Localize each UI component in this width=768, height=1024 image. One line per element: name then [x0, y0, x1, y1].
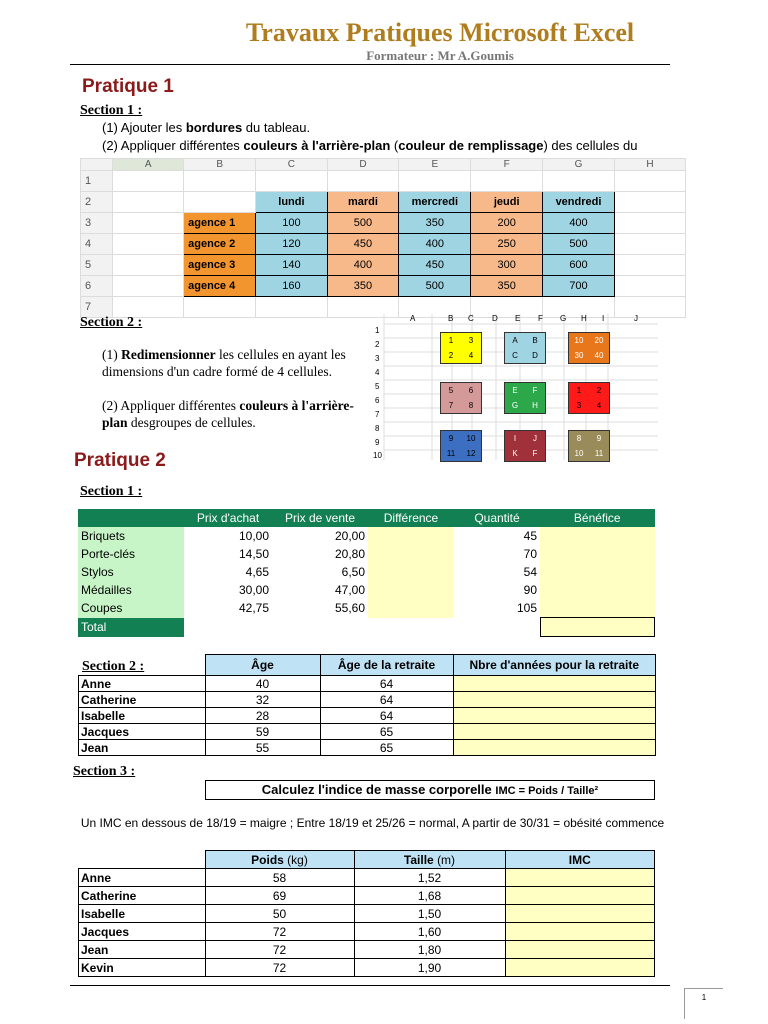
cell: 1,52	[354, 869, 505, 887]
cell: 20,00	[334, 529, 365, 543]
header-bold: Poids	[251, 852, 284, 867]
cell: 28	[205, 708, 320, 724]
group-cell-value: 11	[594, 449, 604, 458]
value-cell: 250	[471, 234, 542, 255]
cell: 20,80	[334, 547, 365, 561]
group-cell-value: F	[532, 449, 538, 458]
col-header: C	[468, 314, 474, 323]
p2-section-1-label: Section 1 :	[80, 484, 143, 499]
col-header: A	[410, 314, 416, 323]
col-header: J	[634, 314, 638, 323]
row-header: 5	[375, 382, 380, 391]
col-header: I	[602, 314, 605, 323]
cell	[453, 676, 656, 692]
person-name: Anne	[79, 869, 206, 887]
group-cell-value: H	[532, 401, 538, 410]
col-header: C	[256, 159, 328, 171]
group-cell-value: 2	[596, 386, 602, 395]
footer-rule	[70, 985, 670, 986]
p1-section-1-label: Section 1 :	[80, 103, 143, 118]
table-row	[79, 708, 656, 724]
item-text: desgroupes de cellules.	[127, 415, 256, 430]
group-cell-value: 8	[576, 434, 582, 443]
header-unit: (kg)	[287, 852, 308, 867]
cell	[453, 740, 656, 756]
cell	[505, 905, 655, 923]
row-header: 4	[81, 234, 113, 255]
cell	[540, 527, 655, 545]
person-name: Jacques	[79, 724, 206, 740]
col-header: Âge de la retraite	[320, 655, 453, 676]
item-text: Ajouter les	[120, 120, 186, 135]
product-name: Briquets	[78, 527, 184, 545]
p2-section-2-label: Section 2 :	[82, 659, 145, 674]
table-row	[78, 545, 655, 563]
col-header: Prix de vente	[272, 509, 368, 527]
cell: 64	[320, 676, 453, 692]
p1-s2-item-2	[102, 397, 364, 431]
col-header: F	[538, 314, 543, 323]
cell: 69	[205, 887, 354, 905]
cell	[368, 545, 454, 563]
cell: 32	[205, 692, 320, 708]
col-header: H	[615, 159, 686, 171]
cell	[540, 563, 655, 581]
p1-s1-item-2	[102, 138, 682, 153]
group-cell-value: 10	[574, 336, 584, 345]
row-header: 3	[375, 354, 380, 363]
imc-formula: IMC = Poids / Taille²	[495, 785, 599, 797]
value-cell: 450	[327, 234, 399, 255]
cell: 1,50	[354, 905, 505, 923]
day-header: lundi	[256, 192, 328, 213]
page-number: 1	[684, 988, 723, 1019]
imc-formula-box	[205, 780, 655, 800]
group-cell-value: B	[532, 336, 538, 345]
product-name: Médailles	[78, 581, 184, 599]
value-cell: 300	[471, 255, 542, 276]
color-group-box	[440, 430, 482, 462]
group-cell-value: 3	[468, 336, 474, 345]
item-number: (1)	[102, 347, 118, 362]
group-cell-value: 1	[448, 336, 454, 345]
row-header: 6	[375, 396, 380, 405]
excel-grid-agences	[80, 158, 686, 318]
cell	[540, 599, 655, 618]
cell	[453, 692, 656, 708]
day-header: jeudi	[471, 192, 542, 213]
cell: 55,60	[334, 601, 365, 616]
row-header: 2	[81, 192, 113, 213]
cell: 1,68	[354, 887, 505, 905]
color-group-box	[504, 430, 546, 462]
col-header-taille	[354, 851, 505, 869]
cell	[368, 599, 454, 618]
excel-grid-colored-groups	[372, 314, 658, 460]
cell	[540, 581, 655, 599]
group-cell-value: J	[533, 434, 537, 443]
item-text: (	[390, 138, 399, 153]
header-unit: (m)	[437, 852, 456, 867]
cell: 65	[320, 740, 453, 756]
col-header: B	[448, 314, 454, 323]
table-row	[79, 905, 655, 923]
value-cell: 700	[542, 276, 614, 297]
day-header: vendredi	[542, 192, 614, 213]
cell: 30,00	[238, 583, 269, 597]
cell: 6,50	[341, 565, 365, 579]
cell: 55	[205, 740, 320, 756]
agency-label: agence 4	[184, 276, 256, 297]
table-row	[79, 887, 655, 905]
col-header: Prix d'achat	[184, 509, 272, 527]
item-number: (2)	[102, 398, 118, 413]
row-header: 10	[373, 451, 382, 460]
cell: 42,75	[238, 601, 269, 616]
row-header: 7	[81, 297, 113, 318]
group-cell-value: 9	[596, 434, 602, 443]
pratique-2-title: Pratique 2	[74, 450, 166, 471]
col-header: Différence	[368, 509, 454, 527]
item-text: ) des cellules du	[543, 138, 638, 153]
table-row	[78, 527, 655, 545]
table-row	[79, 869, 655, 887]
cell: 90	[523, 583, 537, 597]
col-header: Bénéfice	[540, 509, 655, 527]
row-header: 6	[81, 276, 113, 297]
col-header: IMC	[505, 851, 655, 869]
value-cell: 140	[256, 255, 328, 276]
p1-s2-item-1	[102, 346, 360, 380]
cell: 54	[523, 565, 537, 579]
person-name: Jean	[79, 941, 206, 959]
agency-label: agence 3	[184, 255, 256, 276]
day-header: mardi	[327, 192, 399, 213]
value-cell: 350	[399, 213, 471, 234]
cell: 72	[205, 959, 354, 977]
group-cell-value: A	[512, 336, 518, 345]
group-cell-value: 20	[594, 336, 604, 345]
cell: 45	[523, 529, 537, 543]
group-cell-value: D	[532, 351, 538, 360]
product-name: Porte-clés	[78, 545, 184, 563]
cell: 50	[205, 905, 354, 923]
product-name: Stylos	[78, 563, 184, 581]
value-cell: 500	[399, 276, 471, 297]
table-row	[79, 941, 655, 959]
color-group-box	[568, 332, 610, 364]
color-group-box	[568, 382, 610, 414]
col-header: D	[492, 314, 498, 323]
value-cell: 400	[399, 234, 471, 255]
p1-s1-item-1	[102, 120, 310, 135]
cell	[453, 724, 656, 740]
item-text: Appliquer différentes	[120, 398, 240, 413]
person-name: Isabelle	[79, 708, 206, 724]
value-cell: 120	[256, 234, 328, 255]
group-cell-value: G	[511, 401, 519, 410]
cell: 59	[205, 724, 320, 740]
group-cell-value: 1	[576, 386, 582, 395]
col-header: B	[184, 159, 256, 171]
row-header: 5	[81, 255, 113, 276]
group-cell-value: C	[512, 351, 518, 360]
cell: 70	[523, 547, 537, 561]
value-cell: 500	[327, 213, 399, 234]
cell	[505, 959, 655, 977]
trainer-line: Formateur : Mr A.Goumis	[366, 48, 514, 63]
products-table	[78, 509, 655, 637]
item-text: les cellules en ayant les dimensions d'un cadre formé de 4 cellules.	[102, 347, 346, 379]
col-header: G	[560, 314, 567, 323]
col-header: Quantité	[454, 509, 540, 527]
color-group-box	[440, 332, 482, 364]
value-cell: 450	[399, 255, 471, 276]
row-header: 1	[375, 326, 380, 335]
cell: 4,65	[245, 565, 269, 579]
group-cell-value: 10	[466, 434, 476, 443]
value-cell: 160	[256, 276, 328, 297]
color-group-box	[440, 382, 482, 414]
item-bold: Redimensionner	[121, 347, 216, 362]
table-row	[78, 581, 655, 599]
col-header: G	[542, 159, 614, 171]
total-label: Total	[78, 618, 184, 637]
agency-label: agence 2	[184, 234, 256, 255]
col-header: Nbre d'années pour la retraite	[453, 655, 656, 676]
cell: 1,90	[354, 959, 505, 977]
group-cell-value: 7	[448, 401, 454, 410]
cell	[540, 545, 655, 563]
imc-note: Un IMC en dessous de 18/19 = maigre ; Entre 18/19 et 25/26 = normal, A partir de 30/31 = obésité commence	[80, 816, 665, 830]
value-cell: 200	[471, 213, 542, 234]
row-header: 9	[375, 438, 380, 447]
person-name: Catherine	[79, 692, 206, 708]
item-number: (1)	[102, 120, 118, 135]
item-text: Appliquer différentes	[120, 138, 244, 153]
col-header	[78, 509, 184, 527]
cell: 72	[205, 941, 354, 959]
row-header: 4	[375, 368, 380, 377]
group-cell-value: F	[532, 386, 538, 395]
color-group-box	[504, 382, 546, 414]
person-name: Kevin	[79, 959, 206, 977]
item-bold: bordures	[185, 120, 243, 135]
cell	[505, 869, 655, 887]
table-row	[79, 923, 655, 941]
cell	[453, 708, 656, 724]
color-group-box	[568, 430, 610, 462]
col-header-poids	[205, 851, 354, 869]
cell: 65	[320, 724, 453, 740]
value-cell: 100	[256, 213, 328, 234]
group-cell-value: E	[512, 386, 518, 395]
agency-label: agence 1	[184, 213, 256, 234]
table-row	[79, 692, 656, 708]
p1-section-2-label: Section 2 :	[80, 315, 143, 330]
row-header: 1	[81, 171, 113, 192]
cell: 40	[205, 676, 320, 692]
cell	[368, 527, 454, 545]
header-rule	[70, 64, 670, 65]
col-header: E	[515, 314, 521, 323]
person-name: Jacques	[79, 923, 206, 941]
item-number: (2)	[102, 138, 118, 153]
group-cell-value: 2	[448, 351, 454, 360]
table-row	[78, 599, 655, 618]
cell: 47,00	[334, 583, 365, 597]
color-group-box	[504, 332, 546, 364]
item-bold: couleurs à l'arrière-plan	[243, 138, 391, 153]
cell	[505, 887, 655, 905]
col-header: H	[581, 314, 587, 323]
person-name: Jean	[79, 740, 206, 756]
group-cell-value: 9	[448, 434, 454, 443]
value-cell: 350	[471, 276, 542, 297]
day-header: mercredi	[399, 192, 471, 213]
retirement-table	[78, 654, 656, 756]
product-name: Coupes	[78, 599, 184, 618]
row-header: 3	[81, 213, 113, 234]
col-header: E	[399, 159, 471, 171]
group-cell-value: 12	[466, 449, 476, 458]
table-row	[79, 740, 656, 756]
group-cell-value: 3	[576, 401, 582, 410]
cell: 1,80	[354, 941, 505, 959]
group-cell-value: K	[512, 449, 518, 458]
cell	[368, 563, 454, 581]
group-cell-value: 11	[446, 449, 456, 458]
person-name: Isabelle	[79, 905, 206, 923]
value-cell: 400	[542, 213, 614, 234]
table-row	[78, 563, 655, 581]
group-cell-value: I	[513, 434, 517, 443]
cell: 10,00	[238, 529, 269, 543]
cell: 14,50	[238, 547, 269, 561]
cell: 105	[516, 601, 537, 616]
value-cell: 400	[327, 255, 399, 276]
row-header: 8	[375, 424, 380, 433]
cell	[505, 941, 655, 959]
cell: 72	[205, 923, 354, 941]
row-header: 7	[375, 410, 380, 419]
group-cell-value: 10	[574, 449, 584, 458]
table-row	[79, 676, 656, 692]
person-name: Anne	[79, 676, 206, 692]
person-name: Catherine	[79, 887, 206, 905]
group-cell-value: 8	[468, 401, 474, 410]
cell: 58	[205, 869, 354, 887]
cell	[505, 923, 655, 941]
col-header: F	[471, 159, 542, 171]
value-cell: 350	[327, 276, 399, 297]
table-row	[79, 959, 655, 977]
item-text: du tableau.	[242, 120, 311, 135]
group-cell-value: 4	[468, 351, 474, 360]
cell: 1,60	[354, 923, 505, 941]
group-cell-value: 5	[448, 386, 454, 395]
item-bold: couleurs à l'arrière-plan	[102, 398, 354, 430]
cell: 64	[320, 708, 453, 724]
cell: 64	[320, 692, 453, 708]
table-row	[79, 724, 656, 740]
group-cell-value: 4	[596, 401, 602, 410]
group-cell-value: 30	[574, 351, 584, 360]
p2-section-3-label: Section 3 :	[73, 764, 136, 779]
imc-table	[78, 850, 655, 977]
group-cell-value: 6	[468, 386, 474, 395]
item-bold: couleur de remplissage	[398, 138, 544, 153]
value-cell: 500	[542, 234, 614, 255]
pratique-1-title: Pratique 1	[82, 76, 174, 97]
group-cell-value: 40	[594, 351, 604, 360]
col-header: A	[113, 159, 184, 171]
total-cell	[540, 618, 655, 637]
col-header: D	[327, 159, 399, 171]
header-bold: Taille	[403, 852, 434, 867]
row-header: 2	[375, 340, 380, 349]
imc-box-title: Calculez l'indice de masse corporelle	[261, 782, 492, 797]
cell	[368, 581, 454, 599]
col-header: Âge	[205, 655, 320, 676]
value-cell: 600	[542, 255, 614, 276]
document-title: Travaux Pratiques Microsoft Excel	[245, 18, 635, 47]
